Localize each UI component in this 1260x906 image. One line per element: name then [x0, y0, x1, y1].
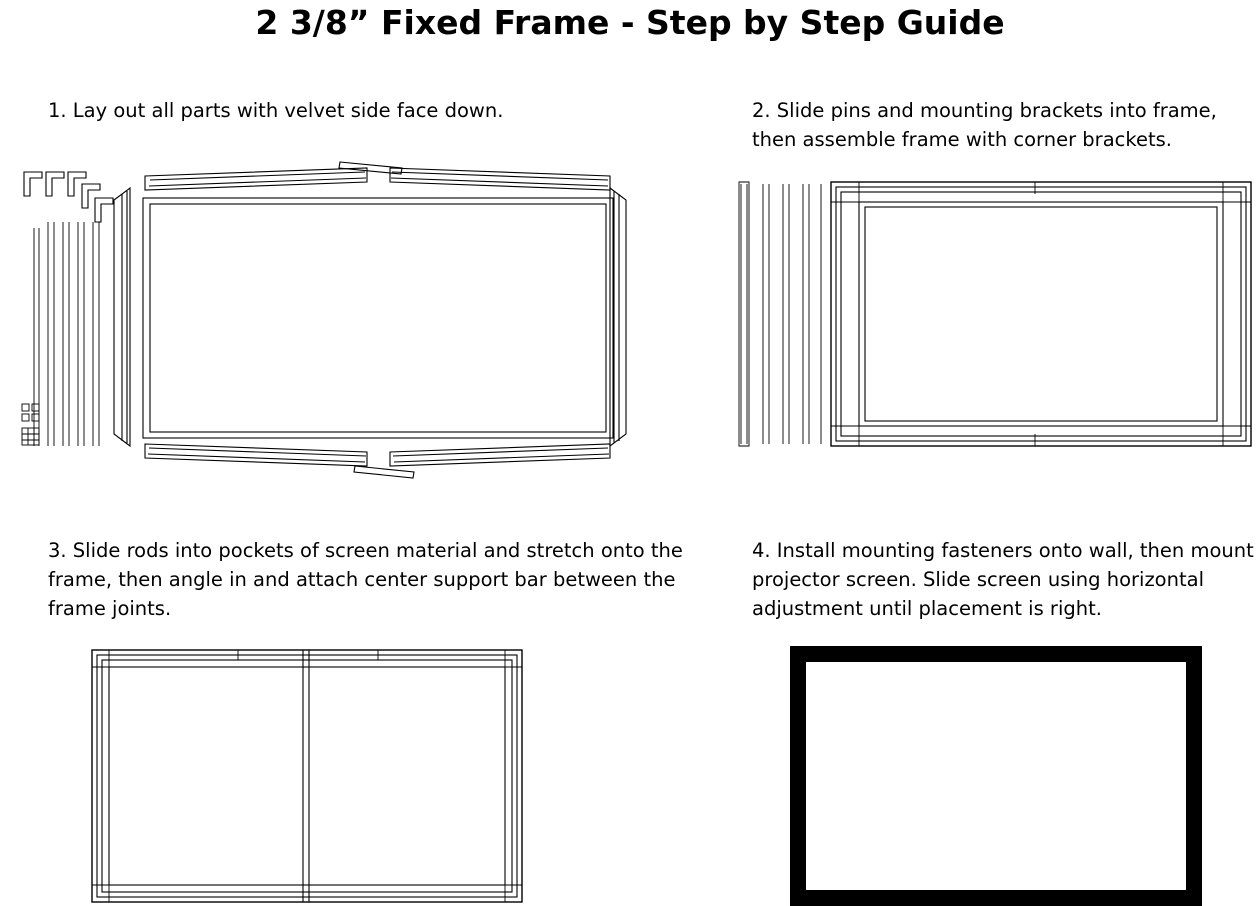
- step-4-caption: 4. Install mounting fasteners onto wall, then mount projector screen. Slide screen using horizontal adjustment until placement is right.: [752, 539, 1254, 620]
- screen-stretch-diagram: [88, 646, 528, 906]
- step-3-caption: 3. Slide rods into pockets of screen material and stretch onto the frame, then angle in and attach center support bar between the frame joints.: [48, 539, 683, 620]
- parts-layout-diagram: [10, 150, 640, 480]
- page-title: 2 3/8” Fixed Frame - Step by Step Guide: [255, 3, 1005, 42]
- step-1-caption: 1. Lay out all parts with velvet side face down.: [48, 99, 504, 122]
- wall-mount-diagram: [790, 646, 1202, 906]
- step-2-caption: 2. Slide pins and mounting brackets into frame, then assemble frame with corner brackets.: [752, 99, 1217, 151]
- frame-assembly-diagram: [735, 172, 1255, 452]
